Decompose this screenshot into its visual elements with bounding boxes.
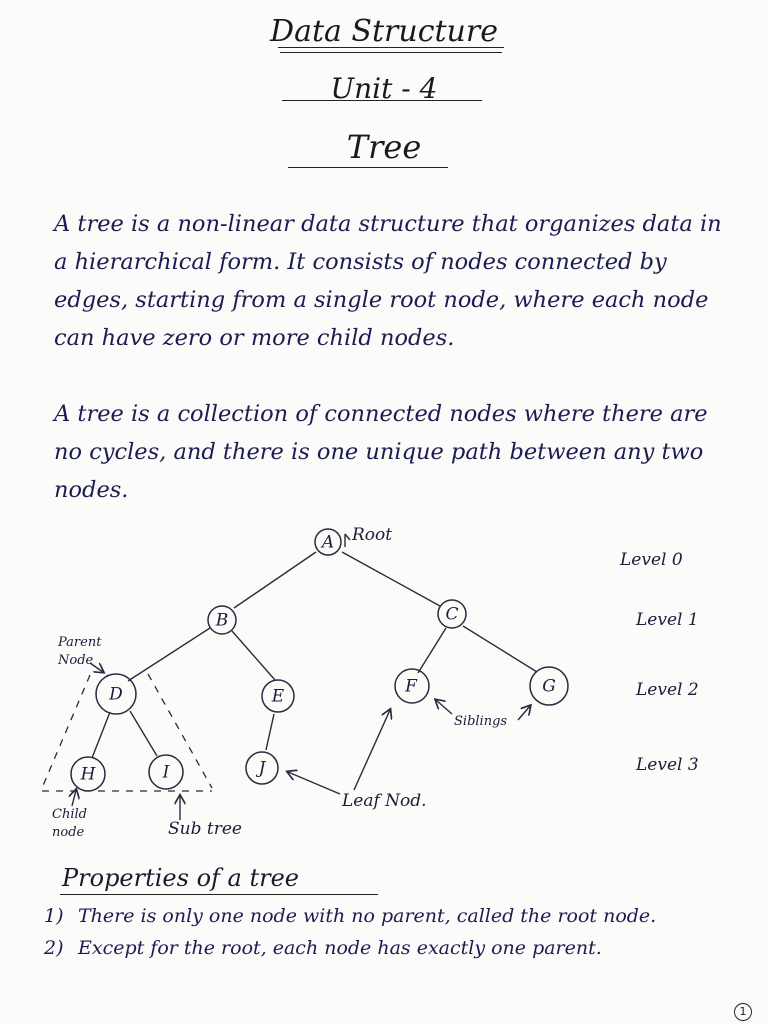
list-item [44, 932, 734, 964]
list-item [44, 900, 734, 932]
svg-text:A: A [321, 532, 335, 553]
node-a [315, 529, 341, 555]
svg-text:E: E [271, 686, 285, 707]
leaf-arrow-f [354, 710, 390, 790]
properties-heading: Properties of a tree [62, 864, 299, 892]
item-text: There is only one node with no parent, called the root node. [78, 905, 657, 927]
definition-paragraph-2: A tree is a collection of connected nodes where there are no cycles, and there is one unique path between any two nodes. [54, 401, 708, 503]
parent-label-2: Node [58, 653, 94, 668]
node-j [246, 752, 278, 784]
node-g [530, 667, 568, 705]
svg-text:B: B [215, 610, 229, 631]
svg-text:F: F [405, 676, 417, 697]
topic-heading: Tree [346, 128, 422, 166]
siblings-arrow-right [518, 706, 530, 720]
root-pointer [345, 534, 350, 547]
node-c [438, 600, 466, 628]
subtree-outline [42, 674, 212, 791]
node-d [96, 674, 136, 714]
edge-a-b [234, 552, 316, 608]
edge-d-i [130, 711, 157, 756]
parent-label: Parent [58, 635, 102, 650]
siblings-arrow-left [436, 700, 452, 714]
svg-text:I: I [162, 762, 170, 783]
item-number: 1) [44, 905, 64, 927]
child-label-2: node [52, 825, 85, 840]
edge-c-g [463, 626, 537, 672]
svg-text:G: G [542, 676, 556, 697]
properties-underline [60, 894, 378, 895]
level-0-label: Level 0 [620, 550, 683, 570]
root-label: Root [352, 525, 393, 545]
node-i [149, 755, 183, 789]
node-e [262, 680, 294, 712]
siblings-label: Siblings [454, 714, 508, 729]
edge-e-j [266, 714, 274, 750]
svg-text:H: H [80, 764, 96, 785]
subtree-label: Sub tree [168, 819, 242, 839]
edge-b-e [232, 631, 275, 680]
edge-c-f [418, 628, 446, 673]
child-label: Child [52, 807, 87, 822]
svg-text:D: D [109, 684, 123, 705]
node-f [395, 669, 429, 703]
child-arrow [72, 790, 76, 806]
edge-d-h [92, 712, 110, 758]
page-number: 1 [734, 1003, 752, 1021]
leaf-arrow-j [288, 772, 340, 794]
svg-text:J: J [258, 758, 266, 779]
definition-paragraph-1: A tree is a non-linear data structure that organizes data in a hierarchical form. It consists of nodes connected by edges, starting from a single root node, where each node can have zero or more child nodes. [54, 211, 722, 351]
unit-heading: Unit - 4 [330, 72, 438, 105]
level-3-label: Level 3 [636, 755, 699, 775]
edge-b-d [128, 628, 210, 681]
node-h [71, 757, 105, 791]
level-1-label: Level 1 [636, 610, 699, 630]
node-b [208, 606, 236, 634]
item-text: Except for the root, each node has exactly one parent. [78, 937, 602, 959]
svg-text:C: C [445, 604, 459, 625]
properties-list [44, 900, 734, 964]
leaf-label: Leaf Nod. [342, 791, 427, 811]
level-2-label: Level 2 [636, 680, 699, 700]
edge-a-c [342, 552, 440, 606]
item-number: 2) [44, 937, 64, 959]
page-title: Data Structure [270, 14, 498, 49]
